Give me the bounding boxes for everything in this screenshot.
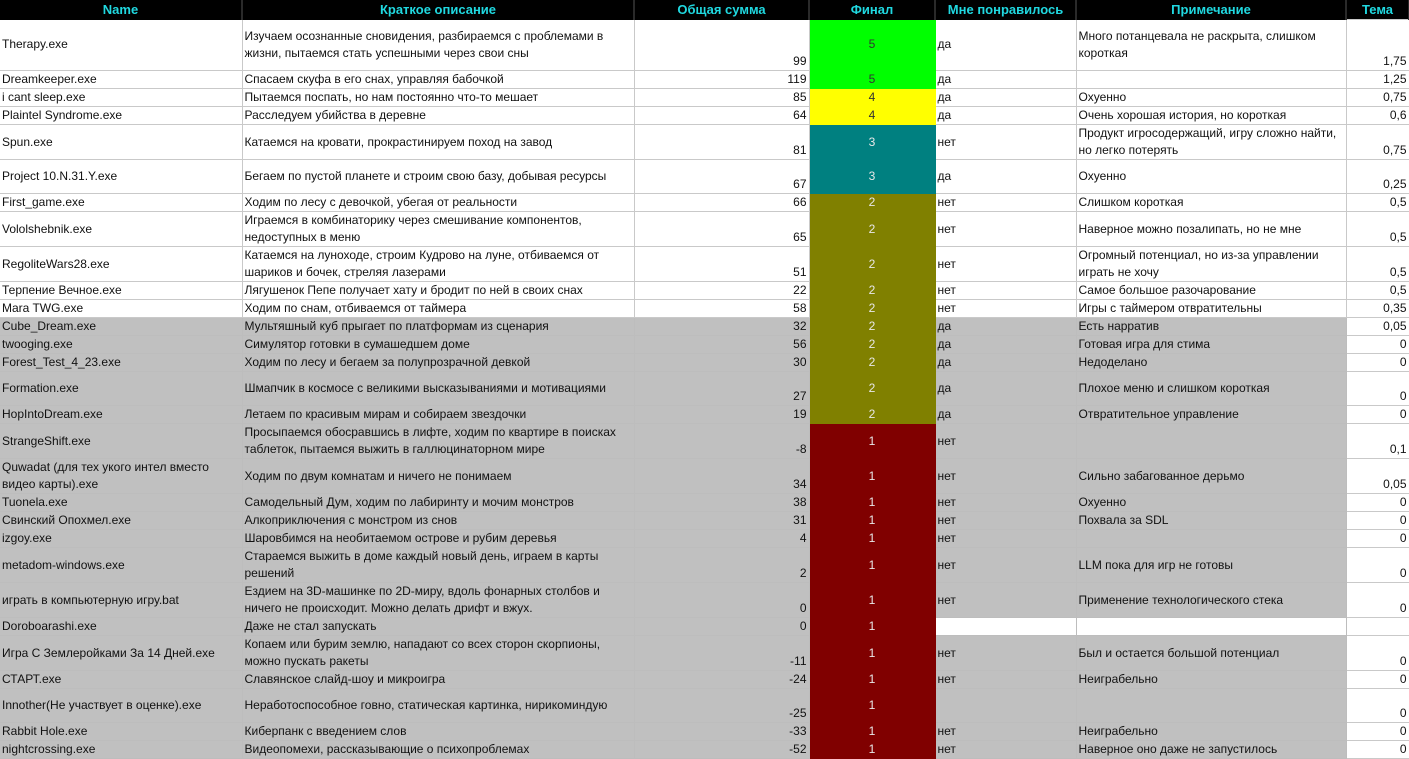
table-row bbox=[0, 548, 1409, 583]
cell-desc[interactable]: Ходим по лесу с девочкой, убегая от реальности bbox=[242, 194, 634, 212]
cell-desc[interactable]: Катаемся на луноходе, строим Кудрово на луне, отбиваемся от шариков и бочек, стреляя лазерами bbox=[242, 247, 634, 282]
cell-theme[interactable]: 0 bbox=[1346, 548, 1409, 583]
cell-sum[interactable]: 67 bbox=[634, 160, 809, 194]
cell-note[interactable]: Готовая игра для стима bbox=[1076, 336, 1346, 354]
cell-theme[interactable]: 0 bbox=[1346, 689, 1409, 723]
cell-theme[interactable]: 0 bbox=[1346, 530, 1409, 548]
cell-sum[interactable]: 34 bbox=[634, 459, 809, 494]
cell-sum[interactable]: -52 bbox=[634, 741, 809, 759]
cell-final[interactable]: 3 bbox=[809, 160, 935, 194]
cell-final[interactable]: 1 bbox=[809, 723, 935, 741]
cell-name[interactable]: Forest_Test_4_23.exe bbox=[0, 354, 242, 372]
cell-name[interactable]: Project 10.N.31.Y.exe bbox=[0, 160, 242, 194]
cell-final[interactable]: 1 bbox=[809, 459, 935, 494]
cell-sum[interactable]: 99 bbox=[634, 20, 809, 71]
cell-theme[interactable]: 0 bbox=[1346, 494, 1409, 512]
cell-desc[interactable]: Симулятор готовки в сумашедшем доме bbox=[242, 336, 634, 354]
cell-final[interactable]: 2 bbox=[809, 194, 935, 212]
cell-final[interactable]: 2 bbox=[809, 300, 935, 318]
table-row bbox=[0, 212, 1409, 247]
cell-name[interactable]: Терпение Вечное.exe bbox=[0, 282, 242, 300]
cell-final[interactable]: 5 bbox=[809, 20, 935, 71]
cell-sum[interactable]: 119 bbox=[634, 71, 809, 89]
cell-theme[interactable] bbox=[1346, 618, 1409, 636]
cell-theme[interactable]: 0,5 bbox=[1346, 212, 1409, 247]
cell-note[interactable]: Сильно забагованное дерьмо bbox=[1076, 459, 1346, 494]
cell-sum[interactable]: 38 bbox=[634, 494, 809, 512]
cell-desc[interactable]: Алкоприключения с монстром из снов bbox=[242, 512, 634, 530]
cell-name[interactable]: Quwadat (для тех укого интел вместо видео карты).exe bbox=[0, 459, 242, 494]
cell-sum[interactable]: -25 bbox=[634, 689, 809, 723]
cell-sum[interactable]: 66 bbox=[634, 194, 809, 212]
cell-liked[interactable]: да bbox=[935, 71, 1076, 89]
cell-sum[interactable]: 19 bbox=[634, 406, 809, 424]
cell-theme[interactable]: 0 bbox=[1346, 636, 1409, 671]
cell-note[interactable]: Огромный потенциал, но из-за управлении играть не хочу bbox=[1076, 247, 1346, 282]
cell-final[interactable]: 2 bbox=[809, 247, 935, 282]
header-name[interactable]: Name bbox=[0, 0, 242, 20]
cell-liked[interactable]: да bbox=[935, 318, 1076, 336]
cell-note[interactable]: Много потанцевала не раскрыта, слишком короткая bbox=[1076, 20, 1346, 71]
cell-theme[interactable]: 0,75 bbox=[1346, 89, 1409, 107]
cell-liked[interactable]: нет bbox=[935, 723, 1076, 741]
cell-sum[interactable]: 22 bbox=[634, 282, 809, 300]
cell-theme[interactable]: 0 bbox=[1346, 671, 1409, 689]
cell-liked[interactable] bbox=[935, 689, 1076, 723]
cell-name[interactable]: RegoliteWars28.exe bbox=[0, 247, 242, 282]
table-row bbox=[0, 406, 1409, 424]
cell-theme[interactable]: 0 bbox=[1346, 512, 1409, 530]
cell-note[interactable]: Отвратительное управление bbox=[1076, 406, 1346, 424]
table-row bbox=[0, 318, 1409, 336]
cell-liked[interactable]: нет bbox=[935, 583, 1076, 618]
table-row bbox=[0, 741, 1409, 759]
cell-final[interactable]: 1 bbox=[809, 494, 935, 512]
cell-final[interactable]: 4 bbox=[809, 107, 935, 125]
cell-name[interactable]: играть в компьютерную игру.bat bbox=[0, 583, 242, 618]
cell-name[interactable]: Spun.exe bbox=[0, 125, 242, 160]
cell-theme[interactable]: 0,75 bbox=[1346, 125, 1409, 160]
cell-name[interactable]: Innother(Не участвует в оценке).exe bbox=[0, 689, 242, 723]
table-row bbox=[0, 723, 1409, 741]
cell-note[interactable] bbox=[1076, 424, 1346, 459]
cell-final[interactable]: 1 bbox=[809, 636, 935, 671]
cell-theme[interactable]: 0 bbox=[1346, 372, 1409, 406]
cell-name[interactable]: twooging.exe bbox=[0, 336, 242, 354]
cell-desc[interactable]: Шаровбимся на необитаемом острове и рубим деревья bbox=[242, 530, 634, 548]
cell-name[interactable]: izgoy.exe bbox=[0, 530, 242, 548]
cell-sum[interactable]: -8 bbox=[634, 424, 809, 459]
cell-note[interactable]: Самое большое разочарование bbox=[1076, 282, 1346, 300]
cell-note[interactable]: Похвала за SDL bbox=[1076, 512, 1346, 530]
cell-theme[interactable]: 1,75 bbox=[1346, 20, 1409, 71]
cell-theme[interactable]: 0,25 bbox=[1346, 160, 1409, 194]
cell-desc[interactable]: Славянское слайд-шоу и микроигра bbox=[242, 671, 634, 689]
cell-liked[interactable]: нет bbox=[935, 125, 1076, 160]
cell-theme[interactable]: 0 bbox=[1346, 406, 1409, 424]
cell-name[interactable]: Dreamkeeper.exe bbox=[0, 71, 242, 89]
cell-note[interactable] bbox=[1076, 530, 1346, 548]
cell-note[interactable] bbox=[1076, 71, 1346, 89]
cell-liked[interactable]: да bbox=[935, 160, 1076, 194]
cell-final[interactable]: 1 bbox=[809, 741, 935, 759]
cell-sum[interactable]: 31 bbox=[634, 512, 809, 530]
cell-theme[interactable]: 0 bbox=[1346, 583, 1409, 618]
table-row bbox=[0, 160, 1409, 194]
cell-desc[interactable]: Ходим по двум комнатам и ничего не понимаем bbox=[242, 459, 634, 494]
cell-note[interactable] bbox=[1076, 618, 1346, 636]
cell-final[interactable]: 3 bbox=[809, 125, 935, 160]
cell-final[interactable]: 2 bbox=[809, 406, 935, 424]
cell-final[interactable]: 1 bbox=[809, 671, 935, 689]
cell-theme[interactable]: 0 bbox=[1346, 741, 1409, 759]
cell-final[interactable]: 2 bbox=[809, 336, 935, 354]
cell-liked[interactable] bbox=[935, 618, 1076, 636]
cell-final[interactable]: 1 bbox=[809, 424, 935, 459]
cell-name[interactable]: Formation.exe bbox=[0, 372, 242, 406]
cell-sum[interactable]: -24 bbox=[634, 671, 809, 689]
cell-note[interactable]: Недоделано bbox=[1076, 354, 1346, 372]
cell-note[interactable]: Применение технологического стека bbox=[1076, 583, 1346, 618]
table-row bbox=[0, 125, 1409, 160]
cell-theme[interactable]: 0,1 bbox=[1346, 424, 1409, 459]
cell-desc[interactable]: Неработоспособное говно, статическая картинка, нирикоминдую bbox=[242, 689, 634, 723]
cell-name[interactable]: Vololshebnik.exe bbox=[0, 212, 242, 247]
cell-liked[interactable]: нет bbox=[935, 548, 1076, 583]
cell-note[interactable]: LLM пока для игр не готовы bbox=[1076, 548, 1346, 583]
cell-desc[interactable]: Спасаем скуфа в его снах, управляя бабочкой bbox=[242, 71, 634, 89]
cell-desc[interactable]: Лягушенок Пепе получает хату и бродит по ней в своих снах bbox=[242, 282, 634, 300]
cell-theme[interactable]: 0,5 bbox=[1346, 247, 1409, 282]
cell-desc[interactable]: Пытаемся поспать, но нам постоянно что-то мешает bbox=[242, 89, 634, 107]
cell-name[interactable]: HopIntoDream.exe bbox=[0, 406, 242, 424]
cell-note[interactable]: Охуенно bbox=[1076, 89, 1346, 107]
cell-final[interactable]: 5 bbox=[809, 71, 935, 89]
table-row bbox=[0, 20, 1409, 71]
cell-note[interactable]: Был и остается большой потенциал bbox=[1076, 636, 1346, 671]
cell-name[interactable]: Doroboarashi.exe bbox=[0, 618, 242, 636]
cell-sum[interactable]: 4 bbox=[634, 530, 809, 548]
cell-liked[interactable]: нет bbox=[935, 636, 1076, 671]
cell-name[interactable]: Mara TWG.exe bbox=[0, 300, 242, 318]
cell-theme[interactable]: 0,5 bbox=[1346, 282, 1409, 300]
cell-name[interactable]: nightcrossing.exe bbox=[0, 741, 242, 759]
cell-final[interactable]: 1 bbox=[809, 689, 935, 723]
cell-desc[interactable]: Стараемся выжить в доме каждый новый день, играем в карты решений bbox=[242, 548, 634, 583]
cell-sum[interactable]: -33 bbox=[634, 723, 809, 741]
cell-desc[interactable]: Расследуем убийства в деревне bbox=[242, 107, 634, 125]
cell-desc[interactable]: Ходим по снам, отбиваемся от таймера bbox=[242, 300, 634, 318]
cell-sum[interactable]: 2 bbox=[634, 548, 809, 583]
cell-liked[interactable]: нет bbox=[935, 741, 1076, 759]
cell-name[interactable]: i cant sleep.exe bbox=[0, 89, 242, 107]
table-row bbox=[0, 459, 1409, 494]
cell-liked[interactable]: да bbox=[935, 406, 1076, 424]
cell-desc[interactable]: Копаем или бурим землю, нападают со всех сторон скорпионы, можно пускать ракеты bbox=[242, 636, 634, 671]
table-row bbox=[0, 494, 1409, 512]
cell-sum[interactable]: -11 bbox=[634, 636, 809, 671]
cell-name[interactable]: Cube_Dream.exe bbox=[0, 318, 242, 336]
cell-desc[interactable]: Самодельный Дум, ходим по лабиринту и мочим монстров bbox=[242, 494, 634, 512]
cell-note[interactable]: Слишком короткая bbox=[1076, 194, 1346, 212]
cell-name[interactable]: First_game.exe bbox=[0, 194, 242, 212]
table-row bbox=[0, 336, 1409, 354]
table-row bbox=[0, 71, 1409, 89]
table-row bbox=[0, 372, 1409, 406]
cell-liked[interactable]: нет bbox=[935, 247, 1076, 282]
table-row bbox=[0, 512, 1409, 530]
cell-name[interactable]: Свинский Опохмел.exe bbox=[0, 512, 242, 530]
cell-theme[interactable]: 0,6 bbox=[1346, 107, 1409, 125]
cell-liked[interactable]: да bbox=[935, 20, 1076, 71]
cell-note[interactable] bbox=[1076, 689, 1346, 723]
cell-sum[interactable]: 27 bbox=[634, 372, 809, 406]
table-row bbox=[0, 424, 1409, 459]
header-liked[interactable]: Мне понравилось bbox=[935, 0, 1076, 20]
cell-liked[interactable]: нет bbox=[935, 212, 1076, 247]
cell-sum[interactable]: 0 bbox=[634, 583, 809, 618]
table-row bbox=[0, 636, 1409, 671]
header-theme[interactable]: Тема bbox=[1346, 0, 1409, 20]
table-row bbox=[0, 618, 1409, 636]
cell-liked[interactable]: да bbox=[935, 354, 1076, 372]
cell-theme[interactable]: 0 bbox=[1346, 336, 1409, 354]
cell-desc[interactable]: Просыпаемся обосравшись в лифте, ходим по квартире в поисках таблеток, пытаемся выжить в галлюцинаторном мире bbox=[242, 424, 634, 459]
cell-name[interactable]: StrangeShift.exe bbox=[0, 424, 242, 459]
cell-note[interactable]: Наверное оно даже не запустилось bbox=[1076, 741, 1346, 759]
header-row bbox=[0, 0, 1409, 20]
cell-desc[interactable]: Летаем по красивым мирам и собираем звездочки bbox=[242, 406, 634, 424]
cell-note[interactable]: Есть нарратив bbox=[1076, 318, 1346, 336]
cell-note[interactable]: Наверное можно позалипать, но не мне bbox=[1076, 212, 1346, 247]
cell-final[interactable]: 1 bbox=[809, 512, 935, 530]
cell-desc[interactable]: Бегаем по пустой планете и строим свою базу, добывая ресурсы bbox=[242, 160, 634, 194]
table-row bbox=[0, 282, 1409, 300]
cell-desc[interactable]: Даже не стал запускать bbox=[242, 618, 634, 636]
cell-note[interactable]: Игры с таймером отвратительны bbox=[1076, 300, 1346, 318]
cell-theme[interactable]: 0,5 bbox=[1346, 194, 1409, 212]
cell-theme[interactable]: 0,05 bbox=[1346, 318, 1409, 336]
table-row bbox=[0, 89, 1409, 107]
cell-liked[interactable]: нет bbox=[935, 671, 1076, 689]
cell-note[interactable]: Охуенно bbox=[1076, 494, 1346, 512]
cell-name[interactable]: Rabbit Hole.exe bbox=[0, 723, 242, 741]
cell-liked[interactable]: да bbox=[935, 336, 1076, 354]
cell-desc[interactable]: Играемся в комбинаторику через смешивание компонентов, недоступных в меню bbox=[242, 212, 634, 247]
table-row bbox=[0, 530, 1409, 548]
cell-final[interactable]: 1 bbox=[809, 618, 935, 636]
cell-sum[interactable]: 56 bbox=[634, 336, 809, 354]
cell-final[interactable]: 1 bbox=[809, 548, 935, 583]
cell-liked[interactable]: нет bbox=[935, 530, 1076, 548]
cell-final[interactable]: 2 bbox=[809, 282, 935, 300]
table-row bbox=[0, 671, 1409, 689]
cell-theme[interactable]: 0 bbox=[1346, 723, 1409, 741]
cell-note[interactable]: Неиграбельно bbox=[1076, 671, 1346, 689]
cell-liked[interactable]: да bbox=[935, 89, 1076, 107]
header-sum[interactable]: Общая сумма bbox=[634, 0, 809, 20]
cell-liked[interactable]: нет bbox=[935, 282, 1076, 300]
cell-desc[interactable]: Киберпанк с введением слов bbox=[242, 723, 634, 741]
cell-note[interactable]: Очень хорошая история, но короткая bbox=[1076, 107, 1346, 125]
cell-name[interactable]: Plaintel Syndrome.exe bbox=[0, 107, 242, 125]
cell-sum[interactable]: 58 bbox=[634, 300, 809, 318]
cell-sum[interactable]: 85 bbox=[634, 89, 809, 107]
table-row bbox=[0, 354, 1409, 372]
cell-note[interactable]: Неиграбельно bbox=[1076, 723, 1346, 741]
table-row bbox=[0, 689, 1409, 723]
cell-name[interactable]: Therapy.exe bbox=[0, 20, 242, 71]
table-row bbox=[0, 107, 1409, 125]
cell-sum[interactable]: 81 bbox=[634, 125, 809, 160]
table-row bbox=[0, 300, 1409, 318]
cell-liked[interactable]: нет bbox=[935, 494, 1076, 512]
cell-theme[interactable]: 0 bbox=[1346, 354, 1409, 372]
cell-sum[interactable]: 64 bbox=[634, 107, 809, 125]
cell-name[interactable]: СТАРТ.exe bbox=[0, 671, 242, 689]
cell-desc[interactable]: Катаемся на кровати, прокрастинируем поход на завод bbox=[242, 125, 634, 160]
cell-liked[interactable]: нет bbox=[935, 459, 1076, 494]
cell-final[interactable]: 4 bbox=[809, 89, 935, 107]
cell-theme[interactable]: 0,05 bbox=[1346, 459, 1409, 494]
cell-sum[interactable]: 51 bbox=[634, 247, 809, 282]
table-row bbox=[0, 194, 1409, 212]
cell-sum[interactable]: 30 bbox=[634, 354, 809, 372]
cell-note[interactable]: Продукт игросодержащий, игру сложно найти, но легко потерять bbox=[1076, 125, 1346, 160]
cell-liked[interactable]: да bbox=[935, 107, 1076, 125]
table-row bbox=[0, 583, 1409, 618]
cell-name[interactable]: Игра С Землеройками За 14 Дней.exe bbox=[0, 636, 242, 671]
cell-theme[interactable]: 1,25 bbox=[1346, 71, 1409, 89]
cell-desc[interactable]: Шмапчик в космосе с великими высказываниями и мотивациями bbox=[242, 372, 634, 406]
cell-name[interactable]: Tuonela.exe bbox=[0, 494, 242, 512]
cell-note[interactable]: Охуенно bbox=[1076, 160, 1346, 194]
cell-desc[interactable]: Изучаем осознанные сновидения, разбираемся с проблемами в жизни, пытаемся стать успешными через свои сны bbox=[242, 20, 634, 71]
cell-liked[interactable]: да bbox=[935, 372, 1076, 406]
cell-final[interactable]: 2 bbox=[809, 212, 935, 247]
cell-final[interactable]: 2 bbox=[809, 318, 935, 336]
cell-name[interactable]: metadom-windows.exe bbox=[0, 548, 242, 583]
header-note[interactable]: Примечание bbox=[1076, 0, 1346, 20]
cell-sum[interactable]: 32 bbox=[634, 318, 809, 336]
cell-theme[interactable]: 0,35 bbox=[1346, 300, 1409, 318]
cell-liked[interactable]: нет bbox=[935, 300, 1076, 318]
header-final[interactable]: Финал bbox=[809, 0, 935, 20]
cell-final[interactable]: 1 bbox=[809, 583, 935, 618]
cell-final[interactable]: 2 bbox=[809, 372, 935, 406]
cell-desc[interactable]: Ходим по лесу и бегаем за полупрозрачной девкой bbox=[242, 354, 634, 372]
table-row bbox=[0, 247, 1409, 282]
header-desc[interactable]: Краткое описание bbox=[242, 0, 634, 20]
cell-desc[interactable]: Видеопомехи, рассказывающие о психопроблемах bbox=[242, 741, 634, 759]
cell-liked[interactable]: нет bbox=[935, 424, 1076, 459]
cell-desc[interactable]: Мультяшный куб прыгает по платформам из сценария bbox=[242, 318, 634, 336]
cell-final[interactable]: 2 bbox=[809, 354, 935, 372]
cell-sum[interactable]: 0 bbox=[634, 618, 809, 636]
cell-liked[interactable]: нет bbox=[935, 512, 1076, 530]
cell-liked[interactable]: нет bbox=[935, 194, 1076, 212]
cell-sum[interactable]: 65 bbox=[634, 212, 809, 247]
cell-note[interactable]: Плохое меню и слишком короткая bbox=[1076, 372, 1346, 406]
cell-final[interactable]: 1 bbox=[809, 530, 935, 548]
cell-desc[interactable]: Ездием на 3D-машинке по 2D-миру, вдоль фонарных столбов и ничего не происходит. Можно делать дрифт и вжух. bbox=[242, 583, 634, 618]
